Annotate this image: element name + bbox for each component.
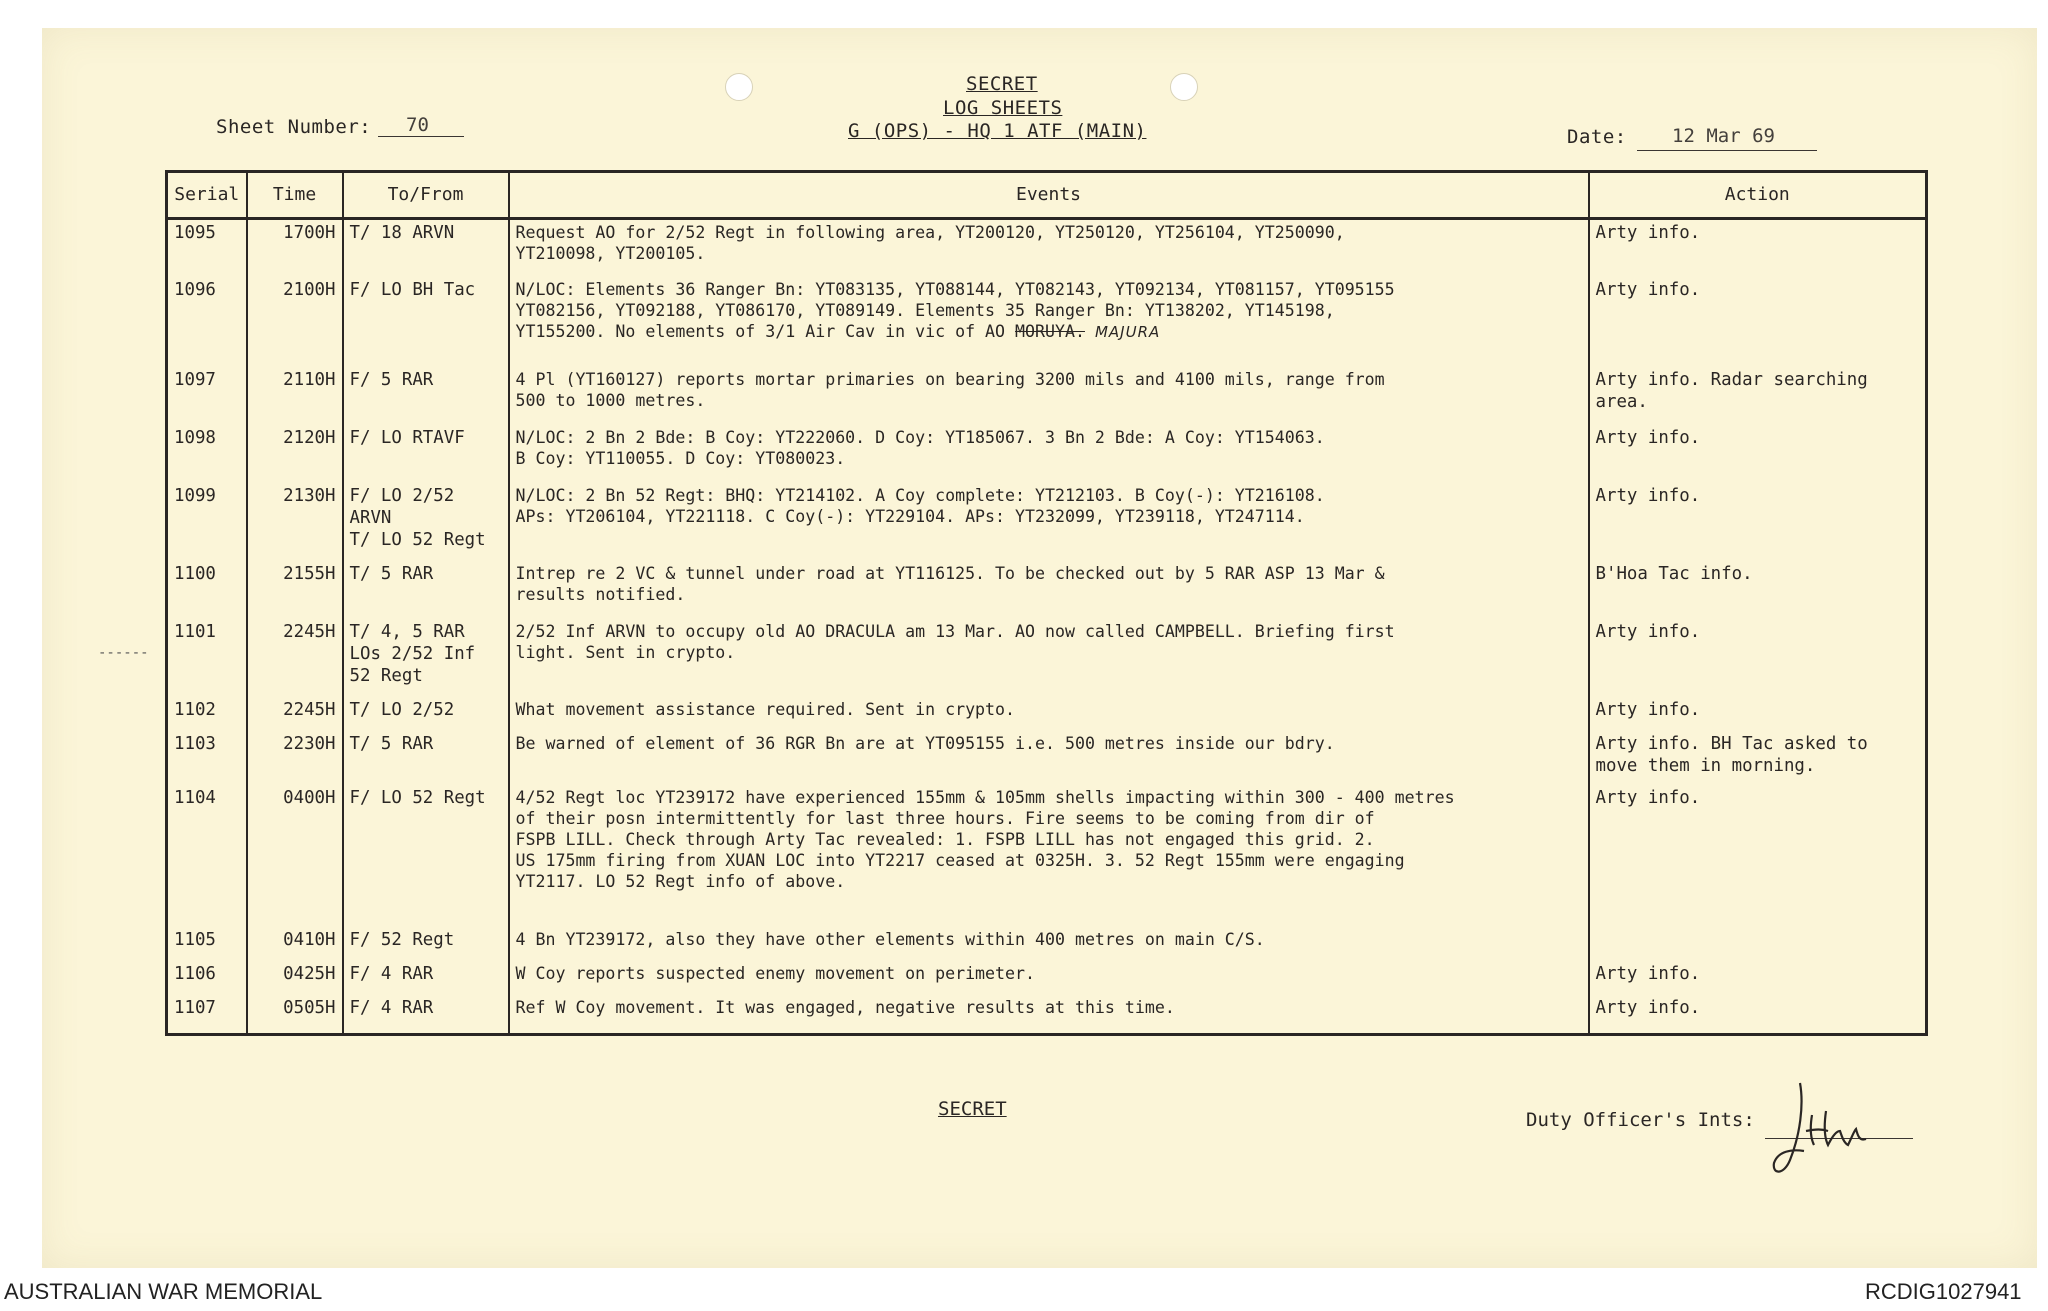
footer-classification: SECRET (938, 1098, 1007, 1120)
time-cell-text: 2110H (283, 369, 336, 390)
events-cell (509, 483, 1589, 561)
serial-cell-text: 1095 (174, 223, 216, 243)
tofrom-cell-text: F/ LO 2/52 ARVN T/ LO 52 Regt (349, 485, 486, 550)
time-cell (247, 785, 343, 927)
tofrom-cell (343, 961, 509, 995)
events-cell (509, 995, 1589, 1035)
tofrom-cell-text: F/ LO BH Tac (349, 279, 476, 300)
tofrom-cell (343, 697, 509, 731)
tofrom-cell (343, 367, 509, 425)
tofrom-cell (343, 425, 509, 483)
tofrom-cell-text: F/ 4 RAR (349, 963, 434, 984)
time-cell (247, 927, 343, 961)
action-cell (1589, 961, 1927, 995)
column-header-time: Time (247, 172, 343, 219)
table-row (167, 561, 1927, 619)
tofrom-cell (343, 561, 509, 619)
serial-cell-text: 1107 (174, 997, 216, 1018)
time-cell-text: 0425H (283, 963, 336, 984)
date-label: Date: (1567, 126, 1627, 148)
events-cell (509, 619, 1589, 697)
events-cell (509, 277, 1589, 367)
events-cell-text: N/LOC: Elements 36 Ranger Bn: YT083135, YT088144, YT082143, YT092134, YT081157, YT095155 YT082156, YT092188, YT086170, YT089149. Elements 35 Ranger Bn: YT138202, YT145198, YT155200. No elements of 3/1 Air Cav in vic of AO (515, 279, 1395, 341)
table-row (167, 731, 1927, 785)
time-cell (247, 425, 343, 483)
tofrom-cell-text: T/ LO 2/52 (349, 699, 455, 720)
time-cell-text: 2155H (283, 563, 336, 584)
handwritten-correction: MAJURA (1094, 322, 1161, 341)
tofrom-cell-text: T/ 5 RAR (349, 563, 434, 584)
sheet-number-label: Sheet Number: (216, 116, 372, 138)
time-cell (247, 561, 343, 619)
action-cell (1589, 731, 1927, 785)
table-row (167, 483, 1927, 561)
time-cell (247, 619, 343, 697)
time-cell (247, 367, 343, 425)
serial-cell-text: 1097 (174, 369, 216, 390)
action-cell (1589, 219, 1927, 277)
action-cell-text: Arty info. (1595, 621, 1701, 642)
serial-cell (167, 277, 247, 367)
action-cell (1589, 367, 1927, 425)
punch-hole-right (1170, 73, 1198, 101)
events-cell (509, 697, 1589, 731)
time-cell (247, 731, 343, 785)
events-cell-text: N/LOC: 2 Bn 2 Bde: B Coy: YT222060. D Coy: YT185067. 3 Bn 2 Bde: A Coy: YT154063. B Coy: YT110055. D Coy: YT080023. (515, 427, 1325, 468)
time-cell (247, 219, 343, 277)
sheet-number-line (378, 136, 464, 137)
serial-cell (167, 561, 247, 619)
tofrom-cell-text: T/ 5 RAR (349, 733, 434, 754)
events-cell (509, 219, 1589, 277)
serial-cell-text: 1104 (174, 787, 216, 808)
tofrom-cell (343, 483, 509, 561)
serial-cell (167, 731, 247, 785)
tofrom-cell-text: F/ LO 52 Regt (349, 787, 486, 808)
serial-cell (167, 219, 247, 277)
events-cell-text: Intrep re 2 VC & tunnel under road at YT116125. To be checked out by 5 RAR ASP 13 Mar & results notified. (515, 563, 1385, 604)
date-value: 12 Mar 69 (1672, 125, 1775, 147)
tofrom-cell (343, 619, 509, 697)
action-cell (1589, 561, 1927, 619)
serial-cell (167, 425, 247, 483)
time-cell (247, 277, 343, 367)
serial-cell-text: 1096 (174, 279, 216, 300)
tofrom-cell (343, 277, 509, 367)
tofrom-cell-text: T/ 4, 5 RAR LOs 2/52 Inf 52 Regt (349, 621, 476, 686)
serial-cell (167, 927, 247, 961)
table-row (167, 995, 1927, 1035)
serial-cell (167, 367, 247, 425)
struck-text: MORUYA. (1015, 321, 1085, 341)
log-table-body (167, 219, 1927, 1035)
table-row (167, 961, 1927, 995)
column-header-events: Events (509, 172, 1589, 219)
tofrom-cell (343, 995, 509, 1035)
margin-tick-left: ------ (98, 645, 149, 661)
time-cell (247, 961, 343, 995)
events-cell-text: N/LOC: 2 Bn 52 Regt: BHQ: YT214102. A Coy complete: YT212103. B Coy(-): YT216108. APs: YT206104, YT221118. C Coy(-): YT229104. APs: YT232099, YT239118, YT247114. (515, 485, 1325, 526)
time-cell-text: 0505H (283, 997, 336, 1018)
time-cell-text: 1700H (283, 223, 336, 243)
tofrom-cell-text: F/ 52 Regt (349, 929, 455, 950)
table-row (167, 277, 1927, 367)
duty-officer-label: Duty Officer's Ints: (1526, 1109, 1755, 1131)
events-cell (509, 425, 1589, 483)
action-cell-text: Arty info. BH Tac asked to move them in morning. (1595, 733, 1868, 776)
serial-cell (167, 785, 247, 927)
serial-cell-text: 1098 (174, 427, 216, 448)
time-cell-text: 2130H (283, 485, 336, 506)
time-cell-text: 2230H (283, 733, 336, 754)
serial-cell (167, 995, 247, 1035)
events-cell-text: What movement assistance required. Sent in crypto. (515, 699, 1016, 719)
column-header-action: Action (1589, 172, 1927, 219)
time-cell-text: 2245H (283, 699, 336, 720)
events-cell (509, 961, 1589, 995)
tofrom-cell-text: F/ 4 RAR (349, 997, 434, 1018)
table-row (167, 219, 1927, 277)
action-cell-text: Arty info. (1595, 963, 1701, 984)
events-cell-text: Be warned of element of 36 RGR Bn are at YT095155 i.e. 500 metres inside our bdry. (515, 733, 1335, 753)
action-cell (1589, 697, 1927, 731)
action-cell-text: Arty info. (1595, 485, 1701, 506)
serial-cell-text: 1099 (174, 485, 216, 506)
header-unit: G (OPS) - HQ 1 ATF (MAIN) (848, 120, 1147, 142)
time-cell (247, 697, 343, 731)
events-cell (509, 785, 1589, 927)
action-cell-text: Arty info. (1595, 279, 1701, 300)
caption-source: AUSTRALIAN WAR MEMORIAL (4, 1279, 323, 1304)
header-doc-type: LOG SHEETS (943, 97, 1063, 119)
table-header-row (167, 172, 1927, 219)
events-cell-text: 4 Bn YT239172, also they have other elements within 400 metres on main C/S. (515, 929, 1265, 949)
action-cell (1589, 425, 1927, 483)
tofrom-cell (343, 785, 509, 927)
events-cell (509, 561, 1589, 619)
serial-cell-text: 1100 (174, 563, 216, 584)
tofrom-cell (343, 219, 509, 277)
time-cell-text: 2245H (283, 621, 336, 642)
action-cell-text: Arty info. (1595, 787, 1701, 808)
serial-cell (167, 619, 247, 697)
serial-cell (167, 697, 247, 731)
serial-cell-text: 1105 (174, 929, 216, 950)
action-cell-text: Arty info. (1595, 699, 1701, 720)
time-cell (247, 483, 343, 561)
table-row (167, 697, 1927, 731)
tofrom-cell (343, 731, 509, 785)
tofrom-cell-text: F/ LO RTAVF (349, 427, 465, 448)
events-cell-text: 4 Pl (YT160127) reports mortar primaries on bearing 3200 mils and 4100 mils, range from 500 to 1000 metres. (515, 369, 1385, 410)
action-cell (1589, 785, 1927, 927)
action-cell (1589, 927, 1927, 961)
punch-hole-left (725, 73, 753, 101)
time-cell-text: 0400H (283, 787, 336, 808)
events-cell-text: W Coy reports suspected enemy movement on perimeter. (515, 963, 1035, 983)
action-cell-text: Arty info. (1595, 997, 1701, 1018)
column-header-tofrom: To/From (343, 172, 509, 219)
action-cell (1589, 483, 1927, 561)
table-row (167, 619, 1927, 697)
time-cell-text: 2100H (283, 279, 336, 300)
tofrom-cell-text: F/ 5 RAR (349, 369, 434, 390)
table-row (167, 785, 1927, 927)
action-cell-text: Arty info. Radar searching area. (1595, 369, 1868, 412)
events-cell-text: Ref W Coy movement. It was engaged, negative results at this time. (515, 997, 1175, 1017)
duty-officer-signature (1760, 1075, 1880, 1189)
action-cell (1589, 995, 1927, 1035)
table-row (167, 927, 1927, 961)
events-cell-text: Request AO for 2/52 Regt in following area, YT200120, YT250120, YT256104, YT250090, YT210098, YT200105. (515, 223, 1345, 264)
sheet-number-value: 70 (406, 114, 429, 136)
serial-cell-text: 1102 (174, 699, 216, 720)
serial-cell-text: 1101 (174, 621, 216, 642)
serial-cell (167, 961, 247, 995)
table-row (167, 425, 1927, 483)
tofrom-cell (343, 927, 509, 961)
serial-cell (167, 483, 247, 561)
caption-id: RCDIG1027941 (1865, 1279, 2022, 1304)
time-cell-text: 2120H (283, 427, 336, 448)
events-cell (509, 367, 1589, 425)
log-table (165, 170, 1928, 1036)
tofrom-cell-text: T/ 18 ARVN (349, 223, 455, 243)
action-cell-text: Arty info. (1595, 223, 1701, 243)
table-row (167, 367, 1927, 425)
action-cell-text: B'Hoa Tac info. (1595, 563, 1753, 584)
action-cell (1589, 619, 1927, 697)
serial-cell-text: 1103 (174, 733, 216, 754)
events-cell-text: 4/52 Regt loc YT239172 have experienced 155mm & 105mm shells impacting within 300 - 400 metres of their posn intermittently for last three hours. Fire seems to be coming from dir of FSPB LILL. Check through Arty Tac revealed: 1. FSPB LILL has not engaged this grid. 2. US 175mm firing from XUAN LOC into YT2217 ceased at 0325H. 3. 52 Regt 155mm were engaging YT2117. LO 52 Regt info of above. (515, 787, 1455, 891)
date-line (1637, 150, 1817, 151)
serial-cell-text: 1106 (174, 963, 216, 984)
events-cell-text: 2/52 Inf ARVN to occupy old AO DRACULA am 13 Mar. AO now called CAMPBELL. Briefing first light. Sent in crypto. (515, 621, 1395, 662)
action-cell-text: Arty info. (1595, 427, 1701, 448)
time-cell-text: 0410H (283, 929, 336, 950)
time-cell (247, 995, 343, 1035)
action-cell (1589, 277, 1927, 367)
column-header-serial: Serial (167, 172, 247, 219)
events-cell (509, 731, 1589, 785)
header-classification: SECRET (966, 73, 1038, 95)
events-cell (509, 927, 1589, 961)
